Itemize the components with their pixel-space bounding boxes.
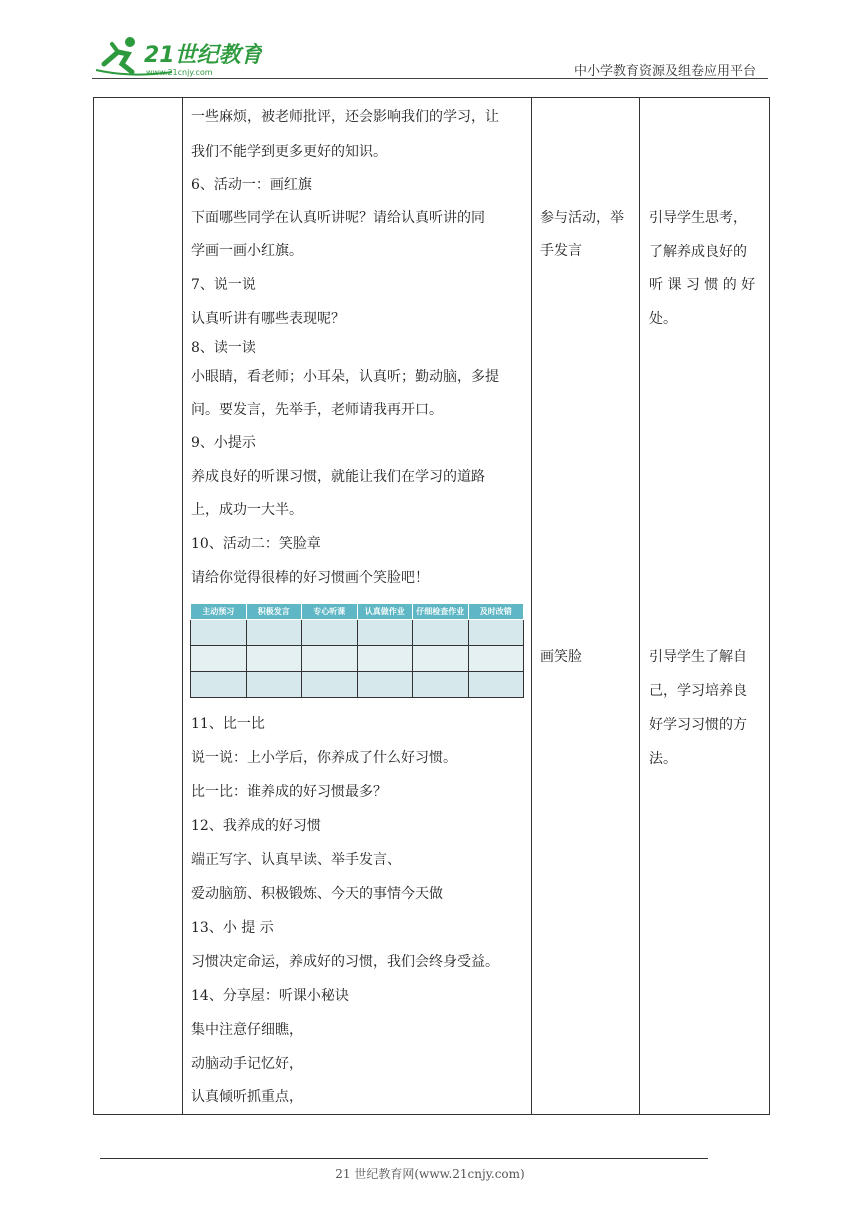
design-intent-text: 引导学生了解自 [649,649,747,665]
svg-text:www.21cnjy.com: www.21cnjy.com [146,68,213,77]
student-activity-text: 参与活动，举 [540,210,624,226]
design-intent-column [640,98,770,1115]
platform-title: 中小学教育资源及组卷应用平台 [573,64,756,79]
content-line: 6、活动一：画红旗 [191,177,312,193]
content-line: 14、分享屋：听课小秘诀 [191,988,349,1004]
habit-header: 仔细检查作业 [413,604,469,620]
lesson-content [183,98,531,1114]
habit-header: 专心听课 [302,604,358,620]
runner-logo-icon [92,34,262,80]
habit-row [191,672,524,698]
habit-row [191,646,524,672]
content-line: 问。要发言，先举手，老师请我再开口。 [191,402,443,418]
habit-header: 及时改错 [468,604,524,620]
design-intent-text: 处。 [649,311,677,327]
design-intent-text: 法。 [649,751,677,767]
design-intent-text: 己，学习培养良 [649,683,747,699]
content-line: 13、小 提 示 [191,920,274,936]
page-header [92,34,768,82]
design-intent-text: 了解养成良好的 [649,244,747,260]
content-line: 请给你觉得很棒的好习惯画个笑脸吧！ [191,570,429,586]
lesson-table [93,97,770,1115]
content-line: 8、读一读 [191,340,256,356]
footer-divider [100,1158,708,1159]
content-line: 9、小提示 [191,435,256,451]
stage-column [94,98,183,1115]
content-line: 一些麻烦，被老师批评，还会影响我们的学习，让 [191,109,499,125]
svg-text:21世纪教育: 21世纪教育 [144,43,262,68]
teacher-activity-column [183,98,532,1115]
student-activity-text: 手发言 [540,243,582,259]
design-intent-text: 引导学生思考， [649,210,747,226]
content-line: 下面哪些同学在认真听讲呢？请给认真听讲的同 [191,210,485,226]
content-line: 习惯决定命运，养成好的习惯，我们会终身受益。 [191,954,499,970]
content-line: 10、活动二：笑脸章 [191,536,321,552]
content-line: 7、说一说 [191,277,256,293]
habit-row [191,620,524,646]
habit-table [190,603,524,698]
content-line: 比一比：谁养成的好习惯最多？ [191,784,387,800]
content-line: 动脑动手记忆好， [191,1056,303,1072]
content-line: 12、我养成的好习惯 [191,818,321,834]
design-intent-text: 听 课 习 惯 的 好 [649,277,756,293]
habit-header: 认真做作业 [357,604,413,620]
content-line: 11、比一比 [191,716,265,732]
content-line: 养成良好的听课习惯，就能让我们在学习的道路 [191,469,485,485]
content-line: 上，成功一大半。 [191,502,303,518]
student-activity-column [532,98,640,1115]
site-logo [92,34,262,80]
content-line: 爱动脑筋、积极锻炼、今天的事情今天做 [191,886,443,902]
footer-text: 21 世纪教育网(www.21cnjy.com) [335,1167,525,1181]
habit-header: 积极发言 [246,604,302,620]
content-line: 我们不能学到更多更好的知识。 [191,144,387,160]
design-intent-text: 好学习习惯的方 [649,717,747,733]
content-line: 认真倾听抓重点， [191,1089,303,1105]
student-activity-text: 画笑脸 [540,649,582,665]
content-line: 认真听讲有哪些表现呢？ [191,311,345,327]
content-line: 小眼睛，看老师；小耳朵，认真听；勤动脑，多提 [191,369,499,385]
habit-header: 主动预习 [191,604,247,620]
content-line: 说一说：上小学后，你养成了什么好习惯。 [191,750,457,766]
content-line: 端正写字、认真早读、举手发言、 [191,852,401,868]
content-line: 学画一画小红旗。 [191,243,303,259]
content-line: 集中注意仔细瞧， [191,1022,303,1038]
header-divider [92,78,768,79]
